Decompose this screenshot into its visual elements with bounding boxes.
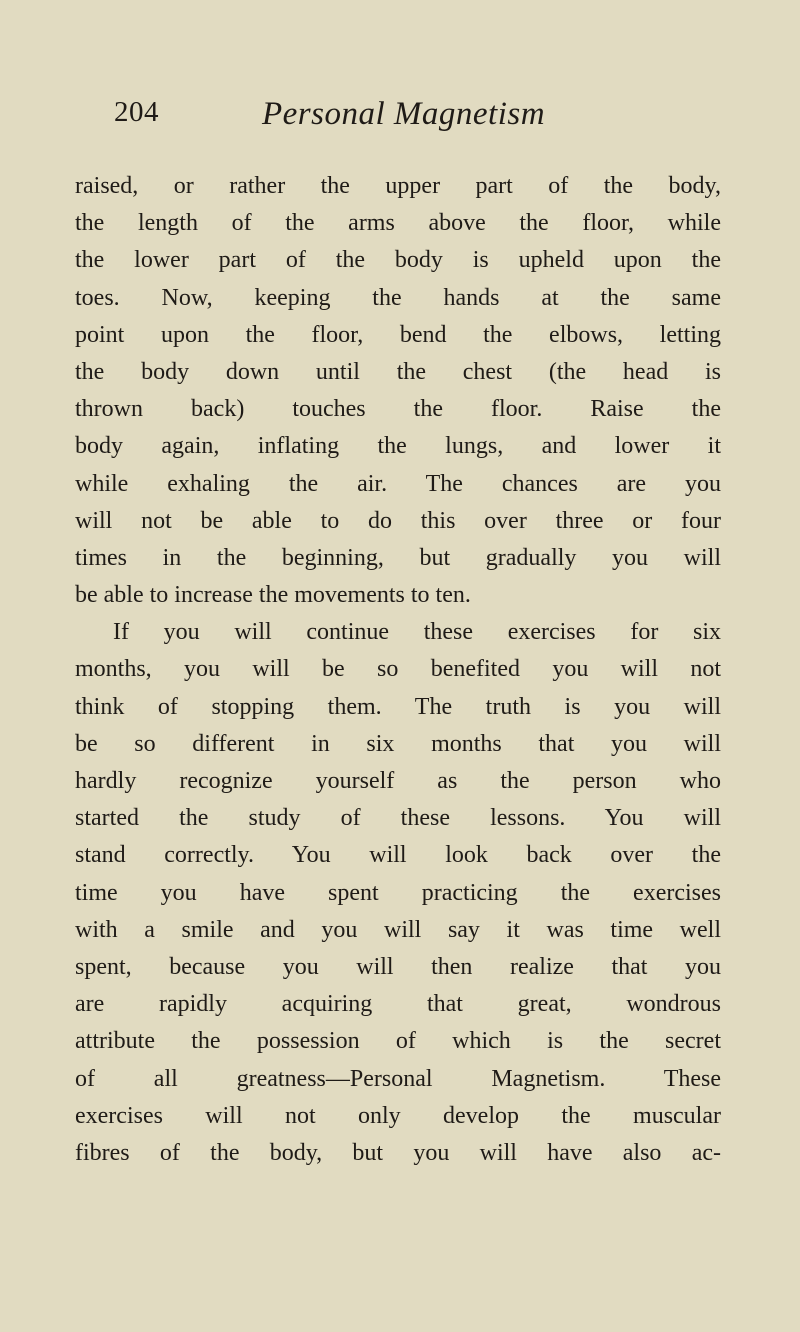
text-line: If you will continue these exercises for six bbox=[113, 619, 721, 646]
text-line: will not be able to do this over three or four bbox=[75, 507, 721, 534]
text-line: toes. Now, keeping the hands at the same bbox=[75, 284, 721, 311]
text-line: be able to increase the movements to ten. bbox=[75, 582, 471, 609]
text-line: started the study of these lessons. You will bbox=[75, 805, 721, 832]
text-line: with a smile and you will say it was time well bbox=[75, 916, 721, 943]
paragraph-1 bbox=[75, 168, 721, 614]
text-line: stand correctly. You will look back over the bbox=[75, 842, 721, 869]
body-text bbox=[75, 168, 721, 1172]
text-line: the body down until the chest (the head is bbox=[75, 358, 721, 385]
page-number: 204 bbox=[114, 96, 159, 128]
text-line: the length of the arms above the floor, while bbox=[75, 210, 721, 237]
page-header bbox=[0, 96, 800, 146]
text-line: body again, inflating the lungs, and lower it bbox=[75, 433, 721, 460]
text-line: be so different in six months that you will bbox=[75, 730, 721, 757]
running-title: Personal Magnetism bbox=[262, 96, 546, 132]
text-line: exercises will not only develop the muscular bbox=[75, 1102, 721, 1129]
text-line: spent, because you will then realize that you bbox=[75, 953, 721, 980]
text-line: thrown back) touches the floor. Raise the bbox=[75, 396, 721, 423]
text-line: of all greatness—Personal Magnetism. These bbox=[75, 1065, 721, 1092]
text-line: point upon the floor, bend the elbows, letting bbox=[75, 321, 721, 348]
text-line: raised, or rather the upper part of the body, bbox=[75, 173, 721, 199]
text-line: while exhaling the air. The chances are you bbox=[75, 470, 721, 497]
text-line: times in the beginning, but gradually you will bbox=[75, 544, 721, 571]
text-line: the lower part of the body is upheld upon the bbox=[75, 247, 721, 274]
text-line: are rapidly acquiring that great, wondrous bbox=[75, 991, 721, 1018]
text-line: think of stopping them. The truth is you will bbox=[75, 693, 721, 720]
text-line: fibres of the body, but you will have also ac- bbox=[75, 1139, 721, 1166]
text-line: time you have spent practicing the exercises bbox=[75, 879, 721, 906]
text-line: months, you will be so benefited you will not bbox=[75, 656, 721, 683]
paragraph-2 bbox=[75, 614, 721, 1172]
text-line: hardly recognize yourself as the person who bbox=[75, 768, 721, 794]
text-line: attribute the possession of which is the secret bbox=[75, 1028, 721, 1055]
